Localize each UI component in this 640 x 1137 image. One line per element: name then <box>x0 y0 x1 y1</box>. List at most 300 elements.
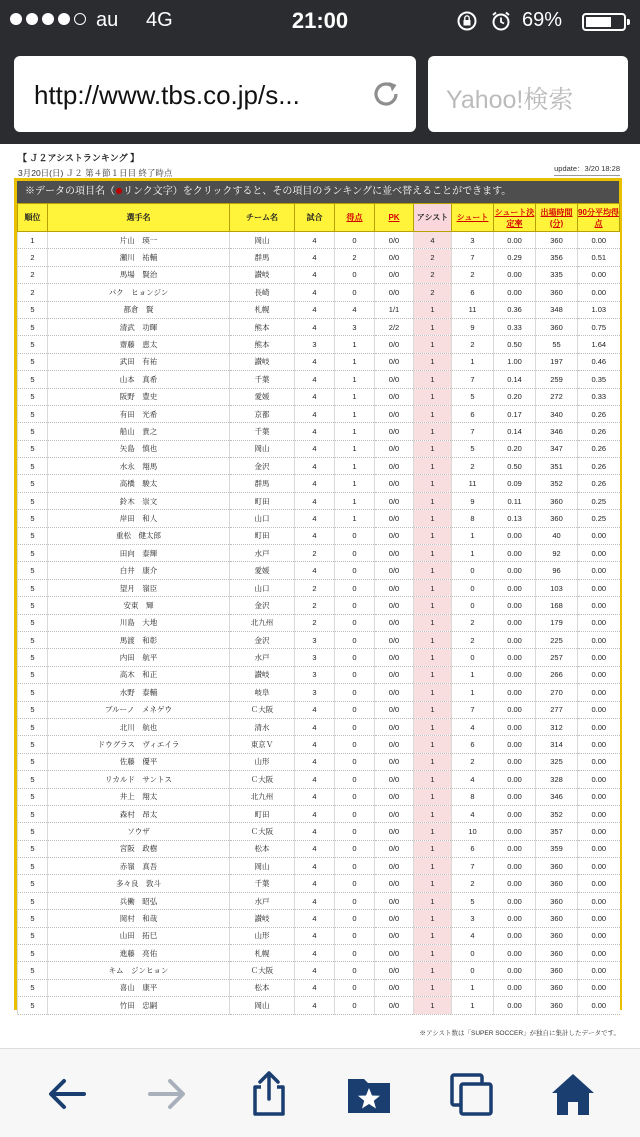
cell-team: 熊本 <box>230 336 295 353</box>
cell-pk: 0/0 <box>375 736 414 753</box>
cell-goals: 1 <box>335 371 375 388</box>
cell-matches: 4 <box>295 701 335 718</box>
cell-minutes: 346 <box>536 423 578 440</box>
table-row <box>18 249 620 266</box>
cell-rank: 5 <box>18 875 48 892</box>
cell-assists: 1 <box>414 927 452 944</box>
cell-shot-rate: 0.50 <box>494 458 536 475</box>
cell-rank: 5 <box>18 962 48 979</box>
cell-minutes: 103 <box>536 579 578 596</box>
cell-team: 讃岐 <box>230 666 295 683</box>
table-header-row <box>18 204 620 232</box>
cell-player-name: 高橋 駿太 <box>48 475 230 492</box>
cell-shots: 7 <box>452 858 494 875</box>
cell-shots: 0 <box>452 962 494 979</box>
cell-goals: 1 <box>335 458 375 475</box>
cell-goals-per-90: 0.46 <box>578 353 620 370</box>
cell-minutes: 351 <box>536 458 578 475</box>
cell-pk: 0/0 <box>375 875 414 892</box>
cell-pk: 0/0 <box>375 510 414 527</box>
cell-goals: 0 <box>335 788 375 805</box>
cell-shots: 1 <box>452 997 494 1014</box>
cell-rank: 5 <box>18 301 48 318</box>
cell-player-name: 兵働 昭弘 <box>48 892 230 909</box>
cell-matches: 4 <box>295 875 335 892</box>
cell-rank: 5 <box>18 684 48 701</box>
standings-date: 3月20日(日) Ｊ２ 第４節１日目 終了時点 <box>18 168 173 178</box>
cell-goals: 0 <box>335 701 375 718</box>
cell-assists: 1 <box>414 718 452 735</box>
cell-goals-per-90: 0.26 <box>578 405 620 422</box>
cell-player-name: ソウザ <box>48 823 230 840</box>
cell-minutes: 257 <box>536 649 578 666</box>
home-icon[interactable] <box>550 1071 596 1117</box>
cell-assists: 1 <box>414 979 452 996</box>
cell-goals-per-90: 0.26 <box>578 440 620 457</box>
cell-assists: 1 <box>414 440 452 457</box>
cell-matches: 4 <box>295 232 335 249</box>
cell-minutes: 360 <box>536 318 578 335</box>
cell-assists: 2 <box>414 249 452 266</box>
cell-pk: 0/0 <box>375 266 414 283</box>
cell-shot-rate: 0.00 <box>494 771 536 788</box>
cell-shot-rate: 0.20 <box>494 440 536 457</box>
cell-shot-rate: 0.14 <box>494 371 536 388</box>
cell-goals-per-90: 1.64 <box>578 336 620 353</box>
cell-rank: 5 <box>18 475 48 492</box>
cell-goals-per-90: 0.00 <box>578 771 620 788</box>
cell-pk: 0/0 <box>375 997 414 1014</box>
network-type: 4G <box>146 9 173 31</box>
cell-player-name: 瀬川 祐輔 <box>48 249 230 266</box>
cell-goals: 1 <box>335 405 375 422</box>
battery-percentage: 69% <box>522 9 563 31</box>
cell-goals: 1 <box>335 353 375 370</box>
cell-rank: 5 <box>18 631 48 648</box>
cell-shot-rate: 0.00 <box>494 666 536 683</box>
cell-player-name: 水永 翔馬 <box>48 458 230 475</box>
table-row <box>18 527 620 544</box>
cell-pk: 0/0 <box>375 962 414 979</box>
cell-assists: 1 <box>414 579 452 596</box>
cell-team: 金沢 <box>230 597 295 614</box>
cell-team: Ｃ大阪 <box>230 771 295 788</box>
cell-shot-rate: 0.00 <box>494 614 536 631</box>
cell-goals: 0 <box>335 910 375 927</box>
cell-goals: 0 <box>335 597 375 614</box>
cell-shot-rate: 0.00 <box>494 232 536 249</box>
cell-team: 水戸 <box>230 892 295 909</box>
cell-assists: 1 <box>414 771 452 788</box>
cell-shots: 2 <box>452 458 494 475</box>
cell-shots: 4 <box>452 771 494 788</box>
cell-team: 金沢 <box>230 458 295 475</box>
cell-team: 山形 <box>230 753 295 770</box>
cell-shot-rate: 0.00 <box>494 753 536 770</box>
cell-matches: 4 <box>295 475 335 492</box>
cell-shots: 11 <box>452 301 494 318</box>
cell-pk: 0/0 <box>375 562 414 579</box>
cell-assists: 1 <box>414 301 452 318</box>
cell-matches: 4 <box>295 718 335 735</box>
cell-pk: 0/0 <box>375 492 414 509</box>
cell-matches: 4 <box>295 492 335 509</box>
cell-minutes: 259 <box>536 371 578 388</box>
cell-player-name: 田向 泰輝 <box>48 545 230 562</box>
cell-goals-per-90: 0.00 <box>578 840 620 857</box>
cell-player-name: 内田 航平 <box>48 649 230 666</box>
cell-pk: 0/0 <box>375 353 414 370</box>
cell-team: 群馬 <box>230 249 295 266</box>
cell-goals: 0 <box>335 631 375 648</box>
cell-assists: 1 <box>414 475 452 492</box>
cell-shots: 6 <box>452 284 494 301</box>
cell-team: 北九州 <box>230 614 295 631</box>
cell-player-name: 赤嶺 真吾 <box>48 858 230 875</box>
cell-minutes: 348 <box>536 301 578 318</box>
cell-goals: 0 <box>335 562 375 579</box>
cell-assists: 1 <box>414 840 452 857</box>
cell-minutes: 266 <box>536 666 578 683</box>
cell-matches: 4 <box>295 510 335 527</box>
cell-matches: 4 <box>295 266 335 283</box>
cell-minutes: 225 <box>536 631 578 648</box>
cell-goals: 1 <box>335 492 375 509</box>
cell-shot-rate: 0.14 <box>494 423 536 440</box>
cell-player-name: 清武 功暉 <box>48 318 230 335</box>
cell-matches: 4 <box>295 910 335 927</box>
cell-shot-rate: 0.50 <box>494 336 536 353</box>
table-row <box>18 666 620 683</box>
cell-goals-per-90: 0.00 <box>578 945 620 962</box>
cell-assists: 1 <box>414 423 452 440</box>
cell-goals: 1 <box>335 423 375 440</box>
back-arrow-icon[interactable] <box>44 1071 90 1117</box>
cell-assists: 1 <box>414 649 452 666</box>
cell-minutes: 340 <box>536 405 578 422</box>
cell-shot-rate: 0.17 <box>494 405 536 422</box>
table-row <box>18 997 620 1014</box>
cell-matches: 4 <box>295 858 335 875</box>
cell-shots: 5 <box>452 892 494 909</box>
cell-rank: 5 <box>18 892 48 909</box>
table-row <box>18 284 620 301</box>
cell-pk: 0/0 <box>375 805 414 822</box>
cell-assists: 1 <box>414 510 452 527</box>
cell-minutes: 40 <box>536 527 578 544</box>
cell-minutes: 359 <box>536 840 578 857</box>
sort-link-shots[interactable]: シュート <box>452 204 494 232</box>
table-row <box>18 927 620 944</box>
cell-matches: 4 <box>295 301 335 318</box>
cell-matches: 4 <box>295 962 335 979</box>
search-placeholder: Yahoo!検索 <box>446 86 574 114</box>
cell-player-name: 望月 嶺臣 <box>48 579 230 596</box>
bookmarks-icon[interactable] <box>346 1071 392 1117</box>
cell-assists: 1 <box>414 684 452 701</box>
cell-shot-rate: 0.00 <box>494 527 536 544</box>
cell-goals: 0 <box>335 840 375 857</box>
cell-shots: 1 <box>452 684 494 701</box>
cell-pk: 0/0 <box>375 405 414 422</box>
sort-link-shot-rate[interactable]: シュート決定率 <box>494 204 536 232</box>
cell-shot-rate: 0.00 <box>494 579 536 596</box>
cell-rank: 5 <box>18 910 48 927</box>
cell-goals-per-90: 0.00 <box>578 962 620 979</box>
cell-assists: 1 <box>414 858 452 875</box>
header-team: チーム名 <box>230 204 295 232</box>
cell-minutes: 360 <box>536 945 578 962</box>
alarm-icon <box>490 10 512 32</box>
reload-icon[interactable] <box>370 78 402 110</box>
cell-shot-rate: 1.00 <box>494 353 536 370</box>
cell-minutes: 360 <box>536 927 578 944</box>
header-rank: 順位 <box>18 204 48 232</box>
search-field[interactable] <box>428 56 628 132</box>
cell-goals-per-90: 0.00 <box>578 545 620 562</box>
cell-shots: 6 <box>452 405 494 422</box>
cell-goals: 3 <box>335 318 375 335</box>
cell-goals: 0 <box>335 962 375 979</box>
cell-matches: 4 <box>295 353 335 370</box>
cell-shot-rate: 0.13 <box>494 510 536 527</box>
cell-pk: 0/0 <box>375 388 414 405</box>
cell-rank: 5 <box>18 579 48 596</box>
cell-player-name: 宮阪 政樹 <box>48 840 230 857</box>
cell-goals-per-90: 0.00 <box>578 753 620 770</box>
cell-minutes: 360 <box>536 892 578 909</box>
share-icon[interactable] <box>246 1071 292 1117</box>
cell-pk: 0/0 <box>375 979 414 996</box>
cell-shots: 4 <box>452 927 494 944</box>
carrier-label: au <box>96 9 119 31</box>
cell-minutes: 352 <box>536 805 578 822</box>
cell-shot-rate: 0.36 <box>494 301 536 318</box>
cell-pk: 0/0 <box>375 614 414 631</box>
cell-team: 千葉 <box>230 875 295 892</box>
cell-player-name: 山田 拓巳 <box>48 927 230 944</box>
tabs-icon[interactable] <box>448 1071 494 1117</box>
cell-goals: 1 <box>335 510 375 527</box>
cell-shots: 0 <box>452 562 494 579</box>
cell-player-name: 都倉 賢 <box>48 301 230 318</box>
cell-pk: 0/0 <box>375 684 414 701</box>
cell-shot-rate: 0.00 <box>494 997 536 1014</box>
cell-pk: 0/0 <box>375 631 414 648</box>
sort-link-minutes[interactable]: 出場時間(分) <box>536 204 578 232</box>
cell-shots: 7 <box>452 371 494 388</box>
cell-player-name: 矢島 慎也 <box>48 440 230 457</box>
cell-shot-rate: 0.00 <box>494 823 536 840</box>
cell-pk: 0/0 <box>375 545 414 562</box>
cell-assists: 1 <box>414 892 452 909</box>
cell-goals-per-90: 0.00 <box>578 910 620 927</box>
update-time: update：3/20 18:28 <box>554 163 620 176</box>
cell-rank: 5 <box>18 736 48 753</box>
cell-team: 京都 <box>230 405 295 422</box>
cell-player-name: 高木 和正 <box>48 666 230 683</box>
sort-link-goals-per-90[interactable]: 90分平均得点 <box>578 204 620 232</box>
cell-goals: 2 <box>335 249 375 266</box>
cell-pk: 0/0 <box>375 232 414 249</box>
cell-shots: 1 <box>452 979 494 996</box>
cell-shots: 9 <box>452 492 494 509</box>
cell-matches: 4 <box>295 840 335 857</box>
cell-matches: 3 <box>295 666 335 683</box>
cell-rank: 5 <box>18 858 48 875</box>
cell-assists: 1 <box>414 405 452 422</box>
cell-goals: 0 <box>335 718 375 735</box>
cell-goals: 0 <box>335 823 375 840</box>
cell-goals-per-90: 0.00 <box>578 858 620 875</box>
cell-team: 水戸 <box>230 649 295 666</box>
table-row <box>18 979 620 996</box>
url-field[interactable] <box>14 56 416 132</box>
cell-pk: 0/0 <box>375 892 414 909</box>
status-bar <box>0 0 640 42</box>
sort-link-goals[interactable]: 得点 <box>335 204 375 232</box>
cell-assists: 1 <box>414 336 452 353</box>
cell-minutes: 360 <box>536 492 578 509</box>
cell-rank: 1 <box>18 232 48 249</box>
cell-rank: 5 <box>18 371 48 388</box>
table-row <box>18 753 620 770</box>
sort-link-pk[interactable]: PK <box>375 204 414 232</box>
cell-pk: 0/0 <box>375 945 414 962</box>
cell-rank: 5 <box>18 388 48 405</box>
cell-goals: 0 <box>335 753 375 770</box>
cell-rank: 5 <box>18 927 48 944</box>
cell-goals: 0 <box>335 545 375 562</box>
cell-team: 岡山 <box>230 997 295 1014</box>
page-title: 【 Ｊ２アシストランキング 】 <box>18 153 140 163</box>
cell-goals-per-90: 0.00 <box>578 266 620 283</box>
cell-goals: 0 <box>335 875 375 892</box>
cell-shot-rate: 0.00 <box>494 979 536 996</box>
cell-assists: 1 <box>414 997 452 1014</box>
table-row <box>18 440 620 457</box>
cell-minutes: 92 <box>536 545 578 562</box>
cell-assists: 1 <box>414 945 452 962</box>
cell-minutes: 272 <box>536 388 578 405</box>
table-row <box>18 405 620 422</box>
cell-minutes: 270 <box>536 684 578 701</box>
cell-minutes: 360 <box>536 997 578 1014</box>
cell-team: 山口 <box>230 510 295 527</box>
cell-minutes: 357 <box>536 823 578 840</box>
cell-rank: 5 <box>18 527 48 544</box>
table-row <box>18 510 620 527</box>
cell-goals: 0 <box>335 736 375 753</box>
cell-shots: 5 <box>452 440 494 457</box>
cell-player-name: 多々良 敦斗 <box>48 875 230 892</box>
cell-goals-per-90: 0.00 <box>578 232 620 249</box>
table-row <box>18 718 620 735</box>
cell-shot-rate: 0.00 <box>494 840 536 857</box>
cell-goals-per-90: 0.00 <box>578 927 620 944</box>
cell-goals-per-90: 0.00 <box>578 823 620 840</box>
cell-rank: 5 <box>18 753 48 770</box>
table-row <box>18 336 620 353</box>
cell-assists: 1 <box>414 527 452 544</box>
table-row <box>18 962 620 979</box>
cell-rank: 5 <box>18 649 48 666</box>
cell-goals-per-90: 0.51 <box>578 249 620 266</box>
cell-team: 岡山 <box>230 440 295 457</box>
table-row <box>18 945 620 962</box>
cell-assists: 1 <box>414 562 452 579</box>
cell-rank: 5 <box>18 318 48 335</box>
cell-shots: 4 <box>452 805 494 822</box>
cell-pk: 0/0 <box>375 527 414 544</box>
battery-icon <box>582 13 626 31</box>
cell-shots: 1 <box>452 527 494 544</box>
cell-player-name: 阪野 豊史 <box>48 388 230 405</box>
cell-matches: 4 <box>295 945 335 962</box>
cell-assists: 2 <box>414 284 452 301</box>
cell-shot-rate: 0.00 <box>494 684 536 701</box>
cell-matches: 4 <box>295 805 335 822</box>
cell-goals-per-90: 0.00 <box>578 666 620 683</box>
cell-shot-rate: 0.29 <box>494 249 536 266</box>
cell-shot-rate: 0.00 <box>494 597 536 614</box>
cell-pk: 0/0 <box>375 440 414 457</box>
cell-goals-per-90: 0.00 <box>578 527 620 544</box>
cell-pk: 0/0 <box>375 753 414 770</box>
table-row <box>18 318 620 335</box>
cell-rank: 5 <box>18 840 48 857</box>
cell-player-name: 森村 昂太 <box>48 805 230 822</box>
table-row <box>18 684 620 701</box>
cell-rank: 5 <box>18 336 48 353</box>
cell-minutes: 360 <box>536 910 578 927</box>
cell-goals-per-90: 0.26 <box>578 475 620 492</box>
cell-shot-rate: 0.00 <box>494 266 536 283</box>
cell-goals: 0 <box>335 771 375 788</box>
cell-rank: 5 <box>18 788 48 805</box>
cell-shot-rate: 0.20 <box>494 388 536 405</box>
cell-pk: 2/2 <box>375 318 414 335</box>
cell-minutes: 360 <box>536 962 578 979</box>
cell-shots: 1 <box>452 545 494 562</box>
cell-team: 群馬 <box>230 475 295 492</box>
cell-minutes: 168 <box>536 597 578 614</box>
cell-rank: 5 <box>18 562 48 579</box>
cell-minutes: 325 <box>536 753 578 770</box>
cell-player-name: 佐藤 優平 <box>48 753 230 770</box>
cell-assists: 1 <box>414 545 452 562</box>
cell-rank: 5 <box>18 666 48 683</box>
cell-shot-rate: 0.00 <box>494 927 536 944</box>
cell-goals-per-90: 0.75 <box>578 318 620 335</box>
cell-goals: 0 <box>335 284 375 301</box>
table-row <box>18 614 620 631</box>
table-row <box>18 492 620 509</box>
cell-matches: 4 <box>295 927 335 944</box>
forward-arrow-icon[interactable] <box>144 1071 190 1117</box>
cell-goals-per-90: 0.00 <box>578 579 620 596</box>
cell-player-name: 武田 有祐 <box>48 353 230 370</box>
cell-matches: 4 <box>295 388 335 405</box>
cell-player-name: ドウグラス ヴィエイラ <box>48 736 230 753</box>
cell-matches: 2 <box>295 545 335 562</box>
cell-shots: 2 <box>452 631 494 648</box>
cell-matches: 3 <box>295 649 335 666</box>
cell-minutes: 197 <box>536 353 578 370</box>
cell-shot-rate: 0.00 <box>494 649 536 666</box>
cell-shots: 2 <box>452 753 494 770</box>
cell-goals-per-90: 0.00 <box>578 736 620 753</box>
